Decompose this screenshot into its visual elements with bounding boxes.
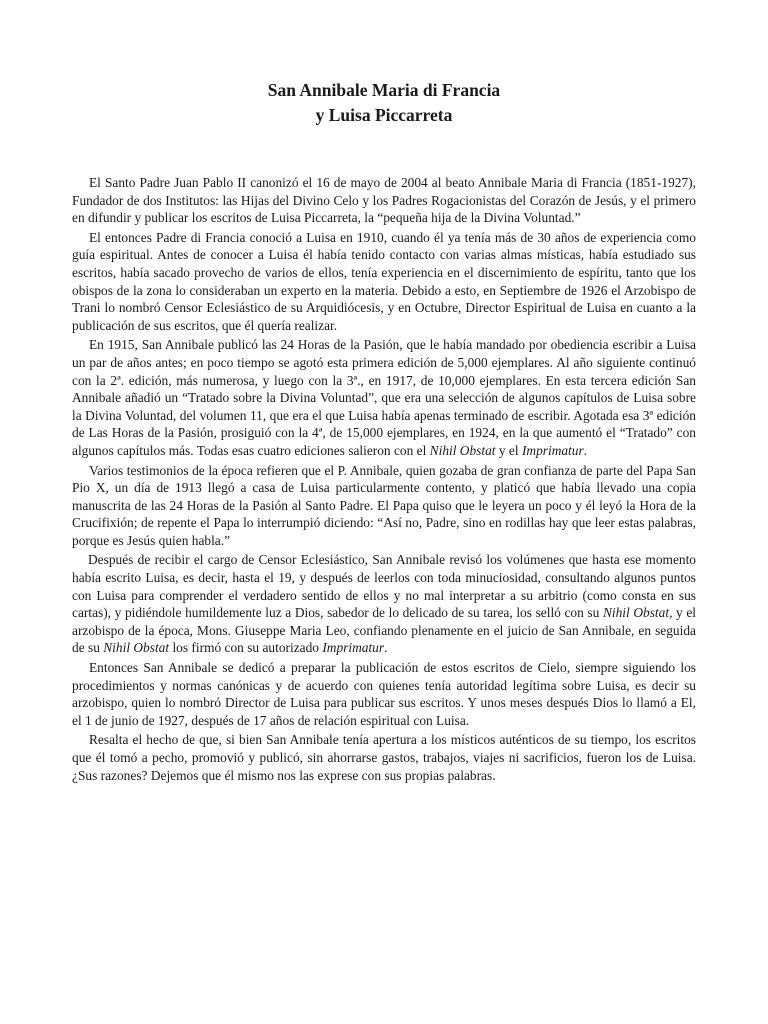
document-title (72, 78, 696, 128)
title-line-2: y Luisa Piccarreta (315, 105, 453, 125)
paragraph-3-italic-imprimatur: Imprimatur (521, 442, 584, 458)
paragraph-3-text-a: En 1915, San Annibale publicó las 24 Horas de la Pasión, que le había mandado por obediencia escribir a Luisa un par de años antes; en poco tiempo se agotó esta primera edición de 5,000 ejemplares. Al año siguiente continuó con la 2ª. edición, más numerosa, y luego con la 3ª., en 1917, de 10,000 ejemplares. En esta tercera edición San Annibale añadió un “Tratado sobre la Divina Voluntad”, que era una selección de algunos capítulos de Luisa sobre la Divina Voluntad, del volumen 11, que era el que Luisa había apenas terminado de escribir. Agotada esa 3ª edición de Las Horas de la Pasión, prosiguió con la 4ª, de 15,000 ejemplares, en 1924, en la que aumentó el “Tratado” con algunos capítulos más. Todas esas cuatro ediciones salieron con el (72, 337, 696, 458)
paragraph-6: Entonces San Annibale se dedicó a preparar la publicación de estos escritos de Cielo, siempre siguiendo los procedimientos y normas canónicas y de acuerdo con quienes tenía autoridad legítima sobre Luisa, es decir su arzobispo, quien lo nombró Director de Luisa para publicar sus escritos. Y unos meses después Dios lo llamó a El, el 1 de junio de 1927, después de 17 años de relación espiritual con Luisa. (72, 660, 696, 728)
paragraph-5-text-c: los firmó con su autorizado (169, 640, 323, 656)
paragraph-7: Resalta el hecho de que, si bien San Annibale tenía apertura a los místicos auténticos de su tiempo, los escritos que él tomó a pecho, promovió y publicó, sin ahorrarse gastos, trabajos, viajes ni sacrificios, fueron los de Luisa. ¿Sus razones? Dejemos que él mismo nos las exprese con sus propias palabras. (72, 732, 696, 783)
paragraph-3-italic-nihil-obstat: Nihil Obstat (429, 442, 496, 458)
paragraph-5-italic-imprimatur: Imprimatur (322, 640, 385, 656)
paragraph-1: El Santo Padre Juan Pablo II canonizó el 16 de mayo de 2004 al beato Annibale Maria di Francia (1851-1927), Fundador de dos Institutos: las Hijas del Divino Celo y los Padres Rogacionistas del Corazón de Jesús, y el primero en difundir y publicar los escritos de Luisa Piccarreta, la “pequeña hija de la Divina Voluntad.” (72, 175, 696, 226)
document-body (72, 174, 696, 784)
paragraph-5-text-a: Después de recibir el cargo de Censor Eclesiástico, San Annibale revisó los volúmenes que hasta ese momento había escrito Luisa, es decir, hasta el 19, y después de leerlos con toda minuciosidad, consultando algunos puntos con Luisa para comprender el verdadero sentido de ellos y no mal interpretar a su arbitrio (como consta en sus cartas), y pidiéndole humildemente luz a Dios, sabedor de lo delicado de su tarea, los selló con su (72, 552, 696, 621)
paragraph-4: Varios testimonios de la época refieren que el P. Annibale, quien gozaba de gran confianza de parte del Papa San Pio X, un día de 1913 llegó a casa de Luisa particularmente contento, y platicó que había llevado una copia manuscrita de las 24 Horas de la Pasión al Santo Padre. El Papa quiso que le leyera un poco y él leyó la Hora de la Crucifixión; de repente el Papa lo interrumpió diciendo: “Así no, Padre, sino en rodillas hay que leer estas palabras, porque es Jesús quien habla.” (72, 462, 696, 548)
document-page (72, 78, 696, 786)
paragraph-5-italic-nihil-obstat-2: Nihil Obstat (103, 640, 170, 656)
paragraph-5-text-d: . (384, 640, 388, 656)
title-line-1: San Annibale Maria di Francia (267, 80, 501, 100)
paragraph-2: El entonces Padre di Francia conoció a Luisa en 1910, cuando él ya tenía más de 30 años de experiencia como guía espiritual. Antes de conocer a Luisa él había tenido contacto con varias almas místicas, había estudiado sus escritos, había sacado provecho de varios de ellos, tenía experiencia en el discernimiento de espíritu, tanto que los obispos de la zona lo consideraban un experto en la materia. Debido a esto, en Septiembre de 1926 el Arzobispo de Trani lo nombró Censor Eclesiástico de su Arquidiócesis, y en Octubre, Director Espiritual de Luisa en cuanto a la publicación de sus escritos, que él quería realizar. (72, 229, 696, 333)
paragraph-5-text-b: , y el arzobispo de la época, Mons. Giuseppe Maria Leo, confiando plenamente en el juicio de San Annibale, en seguida de su (72, 605, 697, 656)
paragraph-5-italic-nihil-obstat-1: Nihil Obstat (602, 605, 670, 621)
paragraph-3-text-c: . (583, 442, 588, 458)
paragraph-3-text-b: y el (495, 442, 522, 458)
paragraph-5 (72, 551, 696, 657)
paragraph-3 (72, 336, 696, 459)
